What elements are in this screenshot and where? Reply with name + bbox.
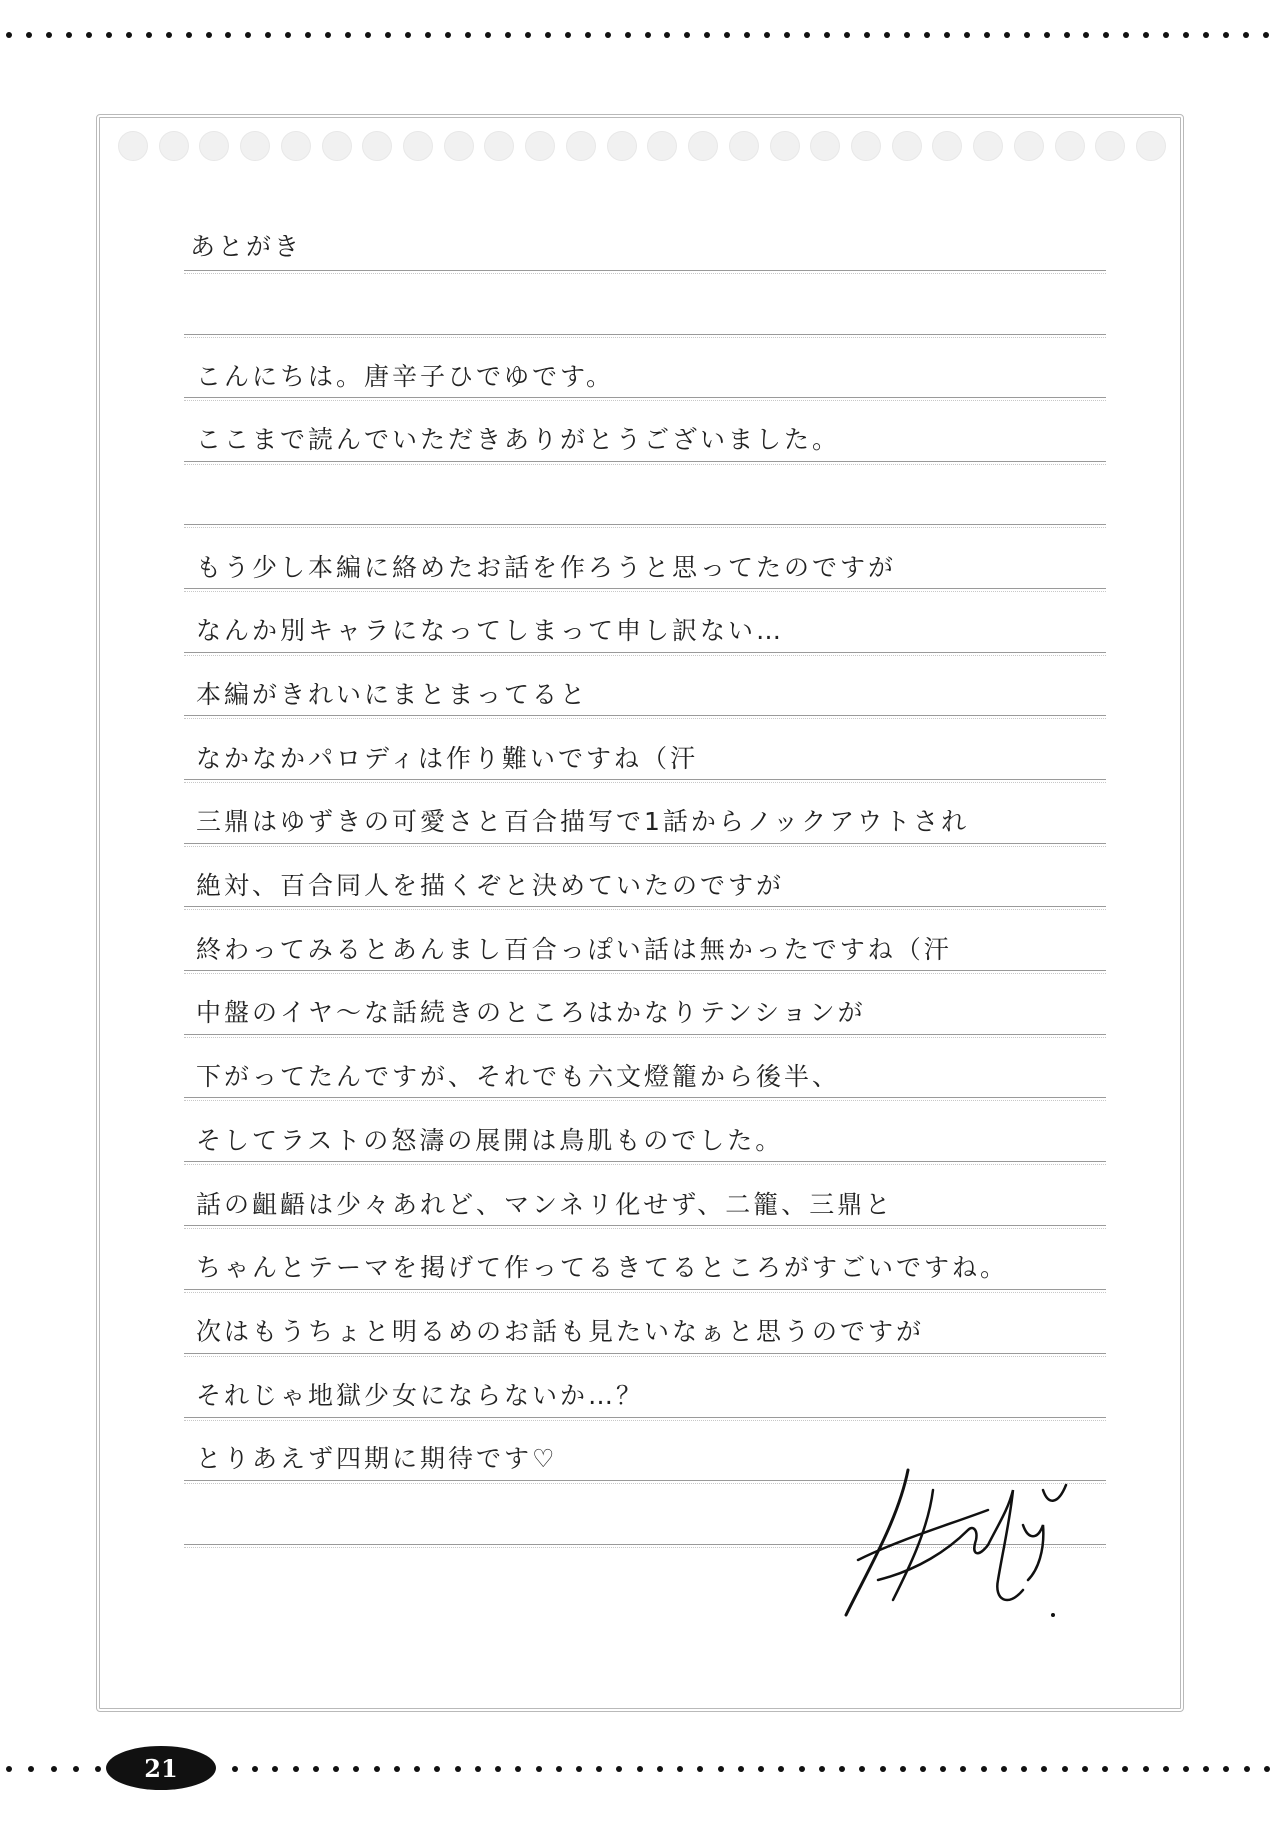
frame-decoration-circle (892, 131, 922, 161)
text-line: 中盤のイヤ～な話続きのところはかなりテンションが (196, 998, 866, 1027)
border-dot (596, 1766, 602, 1772)
border-dot (1143, 32, 1149, 38)
border-dot (940, 1766, 946, 1772)
text-line: ちゃんとテーマを掲げて作ってるきてるところがすごいですね。 (196, 1253, 1009, 1282)
border-dot (616, 1766, 622, 1772)
border-dot (1143, 1766, 1149, 1772)
text-line: こんにちは。唐辛子ひでゆです。 (196, 362, 615, 391)
border-dot (86, 32, 92, 38)
border-dot (525, 32, 531, 38)
frame-decoration-circle (851, 131, 881, 161)
text-line: 次はもうちょと明るめのお話も見たいなぁと思うのですが (196, 1317, 925, 1346)
border-dot (6, 1766, 12, 1772)
border-dot (625, 32, 631, 38)
border-dot (576, 1766, 582, 1772)
frame-decoration-circle (240, 131, 270, 161)
ruled-line (184, 970, 1106, 971)
text-line: ここまで読んでいただきありがとうございました。 (196, 425, 841, 454)
border-dot (206, 32, 212, 38)
ruled-line (184, 843, 1106, 844)
ruled-line (184, 524, 1106, 525)
border-dot (1064, 32, 1070, 38)
border-dot (28, 1766, 34, 1772)
bottom-dot-border-right (232, 1766, 1270, 1772)
border-dot (425, 32, 431, 38)
frame-decoration-circle (1014, 131, 1044, 161)
border-dot (305, 32, 311, 38)
border-dot (146, 32, 152, 38)
border-dot (26, 32, 32, 38)
frame-decoration-circle (525, 131, 555, 161)
border-dot (414, 1766, 420, 1772)
border-dot (475, 1766, 481, 1772)
ruled-line (184, 1097, 1106, 1098)
ruled-line (184, 906, 1106, 907)
border-dot (485, 32, 491, 38)
border-dot (495, 1766, 501, 1772)
border-dot (605, 32, 611, 38)
border-dot (924, 32, 930, 38)
border-dot (126, 32, 132, 38)
text-line: それじゃ地獄少女にならないか…？ (196, 1381, 645, 1410)
border-dot (445, 32, 451, 38)
border-dot (465, 32, 471, 38)
text-line: 絶対、百合同人を描くぞと決めていたのですが (196, 871, 785, 900)
border-dot (166, 32, 172, 38)
border-dot (272, 1766, 278, 1772)
ruled-line (184, 588, 1106, 589)
border-dot (1163, 32, 1169, 38)
border-dot (724, 32, 730, 38)
text-line: 終わってみるとあんまし百合っぽい話は無かったですね（汗 (196, 935, 952, 964)
border-dot (186, 32, 192, 38)
border-dot (106, 32, 112, 38)
frame-decoration-circle (607, 131, 637, 161)
border-dot (1263, 32, 1269, 38)
border-dot (657, 1766, 663, 1772)
ruled-line (184, 270, 1106, 271)
border-dot (245, 32, 251, 38)
border-dot (1183, 32, 1189, 38)
border-dot (1163, 1766, 1169, 1772)
bottom-dot-border-left (6, 1766, 101, 1772)
border-dot (1203, 1766, 1209, 1772)
ruled-line (184, 1034, 1106, 1035)
frame-decoration-circle (403, 131, 433, 161)
text-line: なんか別キャラになってしまって申し訳ない… (196, 616, 785, 645)
page-title: あとがき (190, 232, 303, 261)
border-dot (293, 1766, 299, 1772)
text-line: 本編がきれいにまとまってると (196, 680, 589, 709)
border-dot (365, 32, 371, 38)
handwritten-signature (838, 1430, 1078, 1620)
border-dot (374, 1766, 380, 1772)
border-dot (904, 32, 910, 38)
border-dot (51, 1766, 57, 1772)
border-dot (265, 32, 271, 38)
frame-decoration-circle (1095, 131, 1125, 161)
page-number-badge (106, 1746, 216, 1790)
ruled-line (184, 1417, 1106, 1418)
border-dot (920, 1766, 926, 1772)
border-dot (325, 32, 331, 38)
ruled-line (184, 461, 1106, 462)
border-dot (556, 1766, 562, 1772)
border-dot (738, 1766, 744, 1772)
border-dot (944, 32, 950, 38)
border-dot (744, 32, 750, 38)
border-dot (285, 32, 291, 38)
border-dot (900, 1766, 906, 1772)
frame-decoration-circle (159, 131, 189, 161)
border-dot (385, 32, 391, 38)
border-dot (1103, 32, 1109, 38)
border-dot (1122, 1766, 1128, 1772)
border-dot (880, 1766, 886, 1772)
border-dot (758, 1766, 764, 1772)
frame-decoration-circle (484, 131, 514, 161)
border-dot (1223, 1766, 1229, 1772)
border-dot (1183, 1766, 1189, 1772)
border-dot (1082, 1766, 1088, 1772)
border-dot (637, 1766, 643, 1772)
page-number: 21 (144, 1753, 178, 1783)
text-line: もう少し本編に絡めたお話を作ろうと思ってたのですが (196, 553, 897, 582)
border-dot (1024, 32, 1030, 38)
border-dot (1001, 1766, 1007, 1772)
border-dot (764, 32, 770, 38)
border-dot (839, 1766, 845, 1772)
frame-decoration-circle (199, 131, 229, 161)
border-dot (664, 32, 670, 38)
border-dot (405, 32, 411, 38)
frame-decoration-circle (362, 131, 392, 161)
border-dot (1062, 1766, 1068, 1772)
text-line: 下がってたんですが、それでも六文燈籠から後半、 (196, 1062, 841, 1091)
border-dot (784, 32, 790, 38)
border-dot (1021, 1766, 1027, 1772)
border-dot (536, 1766, 542, 1772)
frame-decoration-circle (932, 131, 962, 161)
border-dot (6, 32, 12, 38)
border-dot (333, 1766, 339, 1772)
border-dot (1123, 32, 1129, 38)
ruled-line (184, 652, 1106, 653)
border-dot (434, 1766, 440, 1772)
border-dot (353, 1766, 359, 1772)
top-dot-border (6, 32, 1270, 38)
border-dot (565, 32, 571, 38)
border-dot (313, 1766, 319, 1772)
text-line: なかなかパロディは作り難いですね（汗 (196, 744, 699, 773)
frame-decoration-circle (322, 131, 352, 161)
border-dot (232, 1766, 238, 1772)
frame-decoration-circle (729, 131, 759, 161)
frame-decoration-circle (566, 131, 596, 161)
border-dot (645, 32, 651, 38)
frame-decoration-circle (973, 131, 1003, 161)
border-dot (799, 1766, 805, 1772)
border-dot (252, 1766, 258, 1772)
frame-decoration-circle (688, 131, 718, 161)
border-dot (515, 1766, 521, 1772)
border-dot (345, 32, 351, 38)
border-dot (73, 1766, 79, 1772)
ruled-line (184, 397, 1106, 398)
border-dot (1223, 32, 1229, 38)
frame-decoration-circle (444, 131, 474, 161)
border-dot (1004, 32, 1010, 38)
border-dot (1243, 32, 1249, 38)
border-dot (844, 32, 850, 38)
frame-decoration-circle (810, 131, 840, 161)
frame-decoration-circle (118, 131, 148, 161)
frame-decoration-circle (1055, 131, 1085, 161)
border-dot (1041, 1766, 1047, 1772)
border-dot (884, 32, 890, 38)
ruled-line (184, 334, 1106, 335)
border-dot (804, 32, 810, 38)
border-dot (455, 1766, 461, 1772)
border-dot (1244, 1766, 1250, 1772)
ruled-line (184, 779, 1106, 780)
frame-decoration-circle (770, 131, 800, 161)
frame-decoration-circle (1136, 131, 1166, 161)
border-dot (960, 1766, 966, 1772)
border-dot (585, 32, 591, 38)
border-dot (545, 32, 551, 38)
border-dot (1264, 1766, 1270, 1772)
border-dot (1203, 32, 1209, 38)
text-line: そしてラストの怒濤の展開は鳥肌ものでした。 (196, 1126, 784, 1155)
border-dot (225, 32, 231, 38)
ruled-line (184, 1289, 1106, 1290)
ruled-line (184, 1353, 1106, 1354)
border-dot (824, 32, 830, 38)
border-dot (819, 1766, 825, 1772)
border-dot (95, 1766, 101, 1772)
border-dot (697, 1766, 703, 1772)
frame-decoration-circle (281, 131, 311, 161)
border-dot (1044, 32, 1050, 38)
border-dot (778, 1766, 784, 1772)
ruled-line (184, 1225, 1106, 1226)
border-dot (704, 32, 710, 38)
border-dot (1083, 32, 1089, 38)
text-line: 話の齟齬は少々あれど、マンネリ化せず、二籠、三鼎と (196, 1190, 894, 1219)
border-dot (66, 32, 72, 38)
border-dot (394, 1766, 400, 1772)
border-dot (859, 1766, 865, 1772)
frame-decoration (118, 130, 1166, 162)
text-line: 三鼎はゆずきの可愛さと百合描写で1話からノックアウトされ (196, 807, 970, 836)
border-dot (984, 32, 990, 38)
border-dot (677, 1766, 683, 1772)
ruled-line (184, 1161, 1106, 1162)
border-dot (864, 32, 870, 38)
border-dot (964, 32, 970, 38)
border-dot (46, 32, 52, 38)
border-dot (684, 32, 690, 38)
border-dot (1102, 1766, 1108, 1772)
ruled-line (184, 715, 1106, 716)
border-dot (718, 1766, 724, 1772)
border-dot (505, 32, 511, 38)
text-line: とりあえず四期に期待です♡ (196, 1444, 558, 1473)
frame-decoration-circle (647, 131, 677, 161)
border-dot (981, 1766, 987, 1772)
